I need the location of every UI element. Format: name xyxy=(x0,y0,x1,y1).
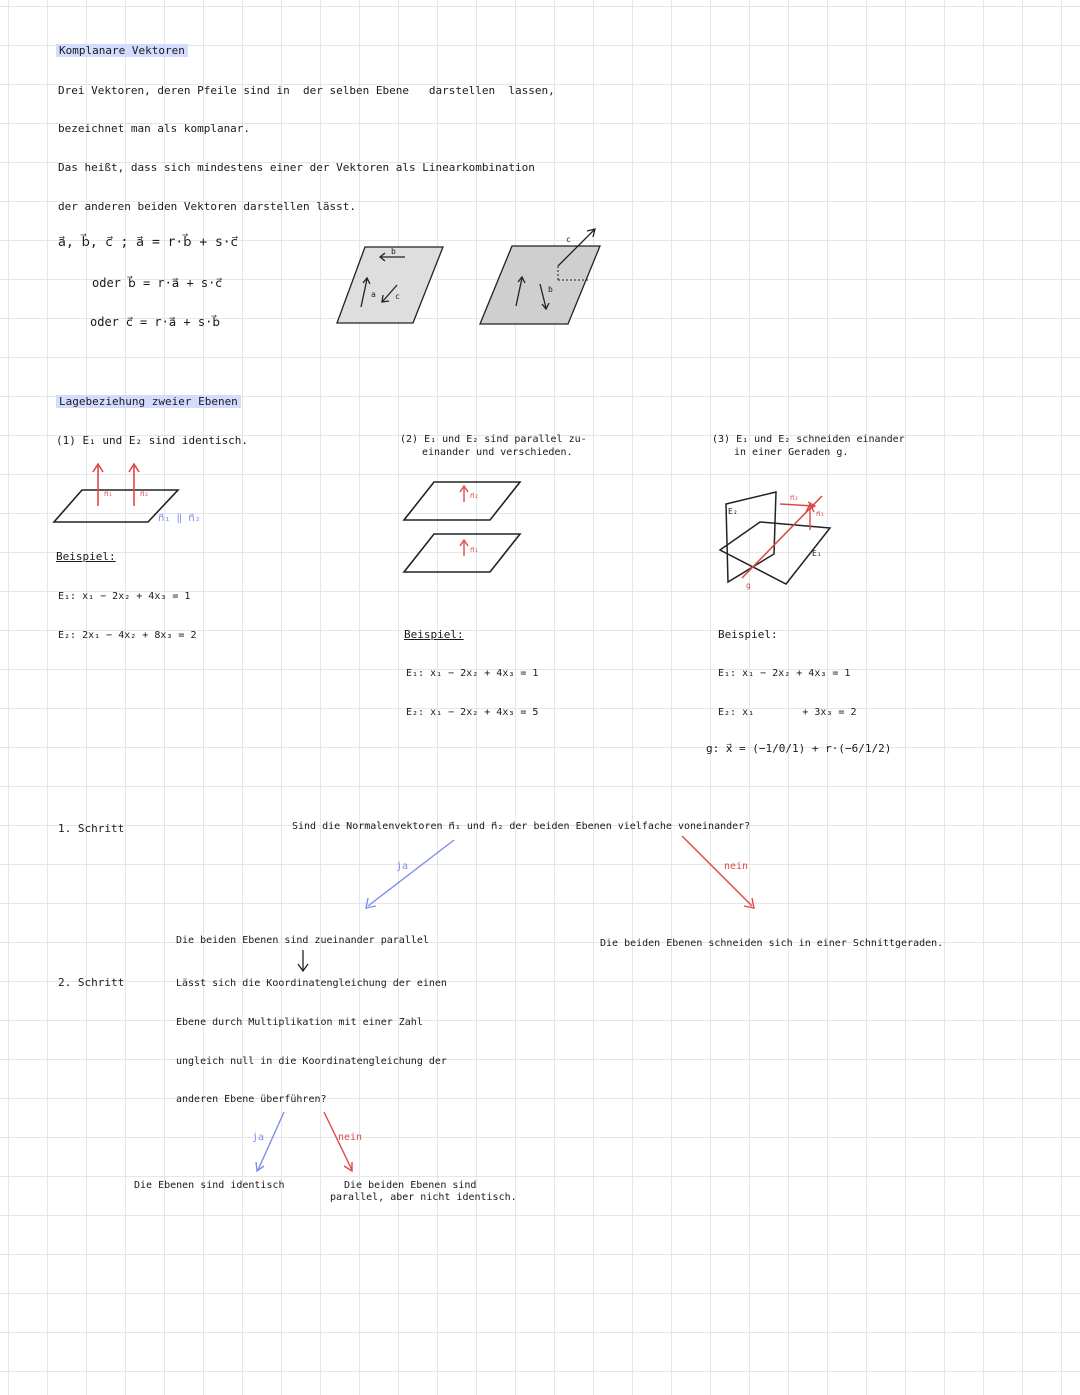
question-koordinatengleichung-2: Ebene durch Multiplikation mit einer Zahl xyxy=(176,1017,423,1028)
label-e2: E₂ xyxy=(728,507,738,516)
step-2-label: 2. Schritt xyxy=(58,976,125,989)
label-n1: n⃗₁ xyxy=(104,490,113,498)
formula-b: oder b⃗ = r·a⃗ + s·c⃗ xyxy=(92,276,222,290)
definition-line-1: Drei Vektoren, deren Pfeile sind in der selben Ebene darstellen lassen, xyxy=(58,84,555,97)
label-g: g xyxy=(746,581,751,590)
beispiel-2-label: Beispiel: xyxy=(404,628,464,641)
result-identisch: Die Ebenen sind identisch xyxy=(134,1180,285,1191)
example-2-e2: E₂: x₁ − 2x₂ + 4x₃ = 5 xyxy=(406,707,539,718)
svg-text:n⃗₁: n⃗₁ xyxy=(816,510,825,518)
label-e1: E₁ xyxy=(812,549,822,558)
formula-a: a⃗, b⃗, c⃗ ; a⃗ = r·b⃗ + s·c⃗ xyxy=(58,235,238,250)
arrow-ja-1 xyxy=(360,836,460,912)
section-title-komplanar: Komplanare Vektoren xyxy=(56,44,188,57)
svg-text:n⃗₂: n⃗₂ xyxy=(790,494,799,502)
result-schnittgerade: Die beiden Ebenen schneiden sich in einer Schnittgeraden. xyxy=(600,938,944,949)
svg-text:c: c xyxy=(395,292,400,301)
beispiel-1-label: Beispiel: xyxy=(56,550,116,563)
label-n2: n⃗₂ xyxy=(140,490,149,498)
case-1-heading: (1) E₁ und E₂ sind identisch. xyxy=(56,434,249,447)
formula-c: oder c⃗ = r·a⃗ + s·b⃗ xyxy=(90,315,220,329)
parallel-planes-figure xyxy=(402,478,524,576)
question-normal-vectors: Sind die Normalenvektoren n⃗₁ und n⃗₂ der beiden Ebenen vielfache voneinander? xyxy=(292,821,751,832)
svg-text:n⃗₁: n⃗₁ xyxy=(470,546,479,554)
step-1-label: 1. Schritt xyxy=(58,822,125,835)
example-1-e1: E₁: x₁ − 2x₂ + 4x₃ = 1 xyxy=(58,591,191,602)
svg-text:a: a xyxy=(371,290,376,299)
label-nein-1: nein xyxy=(724,861,749,872)
example-1-e2: E₂: 2x₁ − 4x₂ + 8x₃ = 2 xyxy=(58,630,197,641)
arrow-down-step-2 xyxy=(296,948,310,974)
result-parallel: Die beiden Ebenen sind zueinander parallel xyxy=(176,935,429,946)
question-koordinatengleichung-1: Lässt sich die Koordinatengleichung der einen xyxy=(176,978,447,989)
result-parallel-verschieden: Die beiden Ebenen sind parallel, aber nicht identisch. xyxy=(330,1180,517,1203)
non-komplanar-figure xyxy=(476,222,606,326)
label-ja-2: ja xyxy=(252,1132,265,1143)
section-title-lagebeziehung: Lagebeziehung zweier Ebenen xyxy=(56,395,241,408)
example-3-e2: E₂: x₁ + 3x₃ = 2 xyxy=(718,707,857,718)
komplanar-plane-figure xyxy=(335,245,445,325)
label-ja-1: ja xyxy=(396,861,409,872)
example-3-e1: E₁: x₁ − 2x₂ + 4x₃ = 1 xyxy=(718,668,851,679)
case-2-heading: (2) E₁ und E₂ sind parallel zu- einander und verschieden. xyxy=(400,434,587,458)
svg-text:b: b xyxy=(391,247,396,256)
example-3-line-g: g: x⃗ = (−1/0/1) + r·(−6/1/2) xyxy=(706,742,892,755)
intersecting-planes-figure xyxy=(716,484,840,590)
definition-line-3: Das heißt, dass sich mindestens einer der Vektoren als Linearkombination xyxy=(58,161,535,174)
svg-text:b: b xyxy=(548,285,553,294)
case-3-heading: (3) E₁ und E₂ schneiden einander in einer Geraden g. xyxy=(712,434,905,458)
definition-line-2: bezeichnet man als komplanar. xyxy=(58,122,251,135)
normal-vectors-parallel-label: n⃗₁ ‖ n⃗₂ xyxy=(158,513,201,524)
svg-text:n⃗₂: n⃗₂ xyxy=(470,492,479,500)
example-2-e1: E₁: x₁ − 2x₂ + 4x₃ = 1 xyxy=(406,668,539,679)
definition-line-4: der anderen beiden Vektoren darstellen lässt. xyxy=(58,200,357,213)
beispiel-3-label: Beispiel: xyxy=(718,628,778,641)
label-nein-2: nein xyxy=(338,1132,363,1143)
question-koordinatengleichung-3: ungleich null in die Koordinatengleichung der xyxy=(176,1056,447,1067)
question-koordinatengleichung-4: anderen Ebene überführen? xyxy=(176,1094,327,1105)
svg-text:c: c xyxy=(566,235,571,244)
